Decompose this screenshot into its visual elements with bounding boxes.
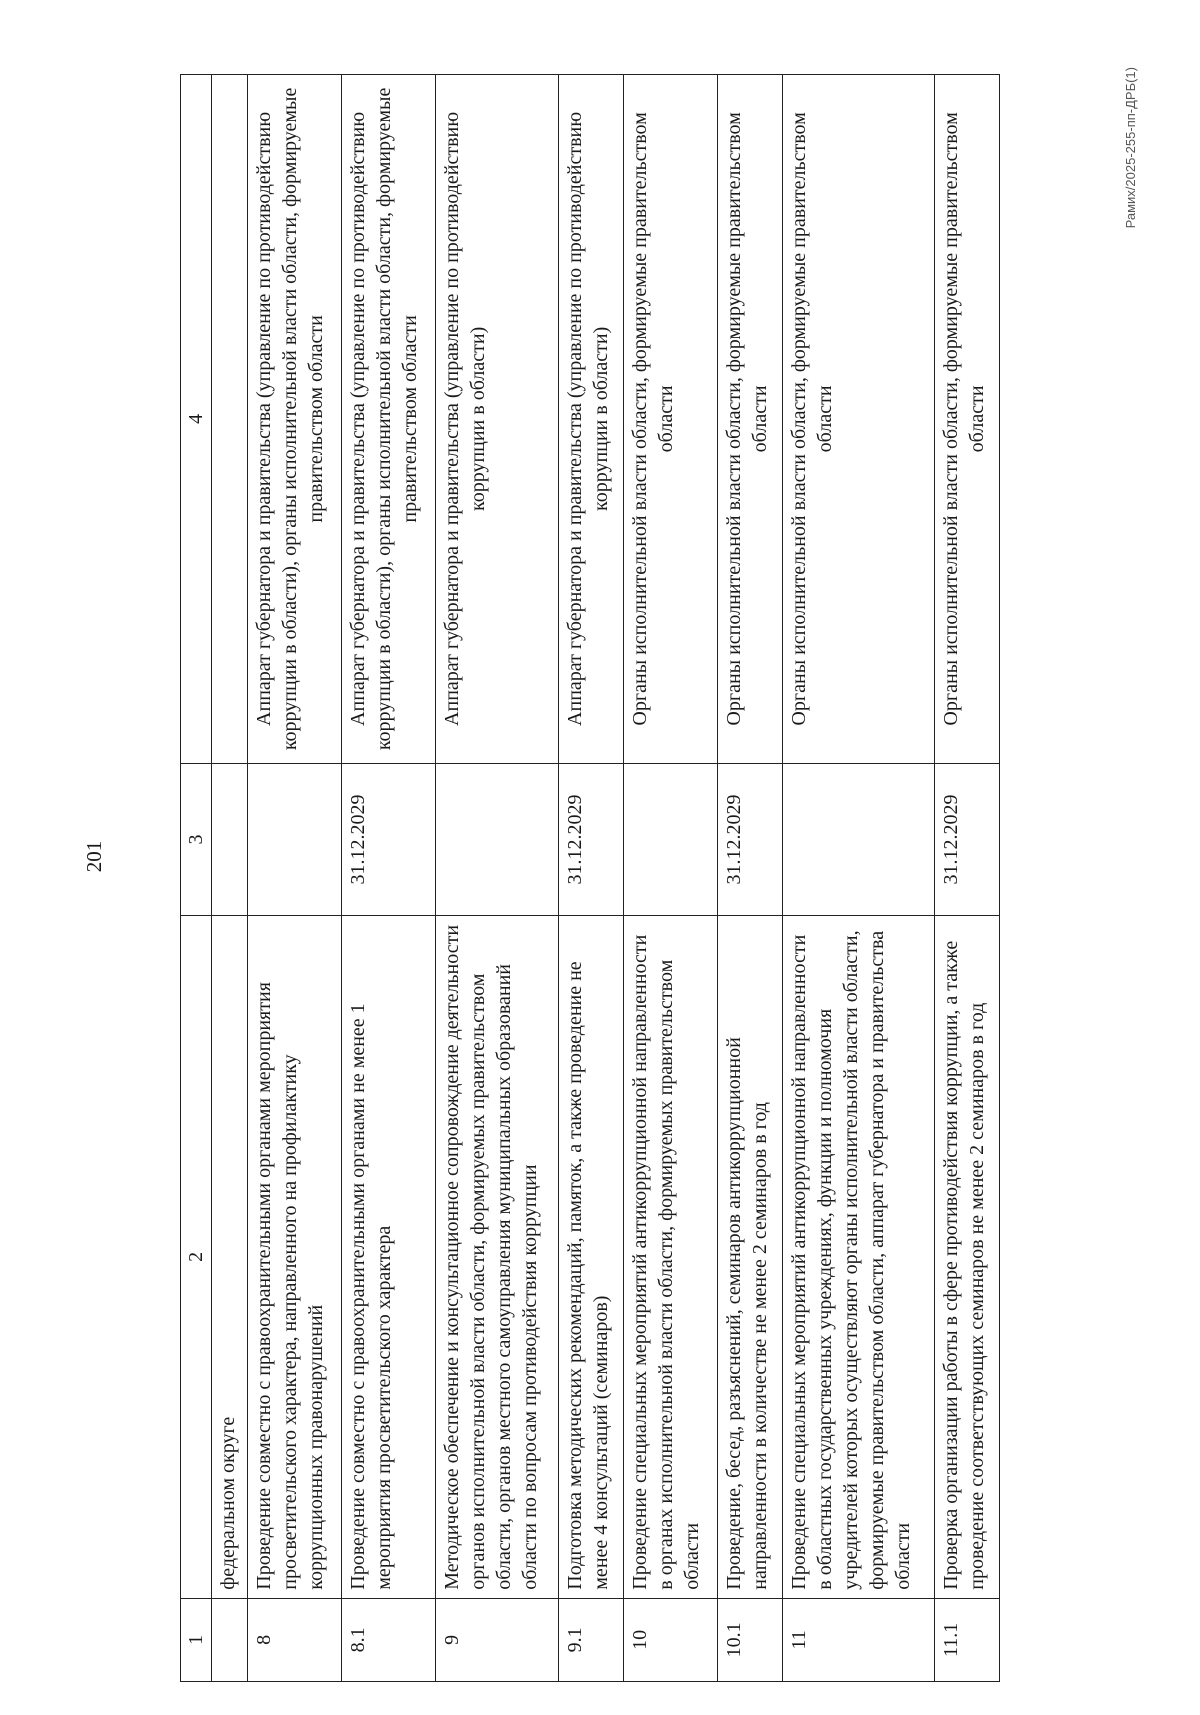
row-number: 8 [248,1598,342,1681]
responsible-executor: Органы исполнительной власти области, формируемые правительством области [934,75,999,764]
deadline-date [783,763,934,915]
deadline-date [624,763,718,915]
measure-text: Проведение, бесед, разъяснений, семинаров антикоррупционной направленности в количестве не менее 2 семинаров в год [718,916,783,1599]
measure-text: Проведение совместно с правоохранительными органами мероприятия просветительского характера, направленного на профилактику коррупционных правонарушений [248,916,342,1599]
measure-text: Проведение совместно с правоохранительными органами не менее 1 мероприятия просветительского характера [342,916,436,1599]
deadline-date [248,763,342,915]
column-header: 3 [181,763,212,915]
table-row-continuation [212,75,248,1682]
responsible-executor: Органы исполнительной власти области, формируемые правительством области [783,75,934,764]
table-cell-empty [212,75,248,764]
measure-text: Проведение специальных мероприятий антикоррупционной направленности в областных государственных учреждениях, функции и полномочия учредителей которых осуществляют органы исполнительной власти области, формируемые правительством области, аппарат губернатора и правительства области [783,916,934,1599]
continuation-text: федеральном округе [212,916,248,1599]
table-row [342,75,436,1682]
deadline-date [436,763,559,915]
row-number: 11.1 [934,1598,999,1681]
responsible-executor: Органы исполнительной власти области, формируемые правительством области [718,75,783,764]
table-cell-empty [212,1598,248,1681]
deadline-date: 31.12.2029 [934,763,999,915]
table-row [248,75,342,1682]
table-row [436,75,559,1682]
column-header: 1 [181,1598,212,1681]
page-number: 201 [82,840,106,873]
column-header: 4 [181,75,212,764]
row-number: 9.1 [559,1598,624,1681]
responsible-executor: Аппарат губернатора и правительства (управление по противодействию коррупции в области) [436,75,559,764]
responsible-executor: Аппарат губернатора и правительства (управление по противодействию коррупции в области) [559,75,624,764]
measure-text: Подготовка методических рекомендаций, памяток, а также проведение не менее 4 консультаций (семинаров) [559,916,624,1599]
row-number: 9 [436,1598,559,1681]
responsible-executor: Аппарат губернатора и правительства (управление по противодействию коррупции в области), органы исполнительной власти области, формируемые правительством области [342,75,436,764]
row-number: 10.1 [718,1598,783,1681]
row-number: 10 [624,1598,718,1681]
table-row [624,75,718,1682]
column-header: 2 [181,916,212,1599]
table-header-row [181,75,212,1682]
row-number: 8.1 [342,1598,436,1681]
table-cell-empty [212,763,248,915]
document-code: Рамих/2025-255-пп-ДРБ(1) [1123,67,1138,229]
table-row [783,75,934,1682]
measures-table [180,74,1000,1682]
deadline-date: 31.12.2029 [342,763,436,915]
measure-text: Методическое обеспечение и консультационное сопровождение деятельности органов исполнительной власти области, формируемых правительством области, органов местного самоуправления муниципальных образований области по вопросам противодействия коррупции [436,916,559,1599]
table-row [934,75,999,1682]
table-row [559,75,624,1682]
row-number: 11 [783,1598,934,1681]
responsible-executor: Аппарат губернатора и правительства (управление по противодействию коррупции в области), органы исполнительной власти области, формируемые правительством области [248,75,342,764]
responsible-executor: Органы исполнительной власти области, формируемые правительством области [624,75,718,764]
deadline-date: 31.12.2029 [718,763,783,915]
measure-text: Проведение специальных мероприятий антикоррупционной направленности в органах исполнительной власти области, формируемых правительством области [624,916,718,1599]
measure-text: Проверка организации работы в сфере противодействия коррупции, а также проведение соответствующих семинаров не менее 2 семинаров в год [934,916,999,1599]
table-row [718,75,783,1682]
deadline-date: 31.12.2029 [559,763,624,915]
